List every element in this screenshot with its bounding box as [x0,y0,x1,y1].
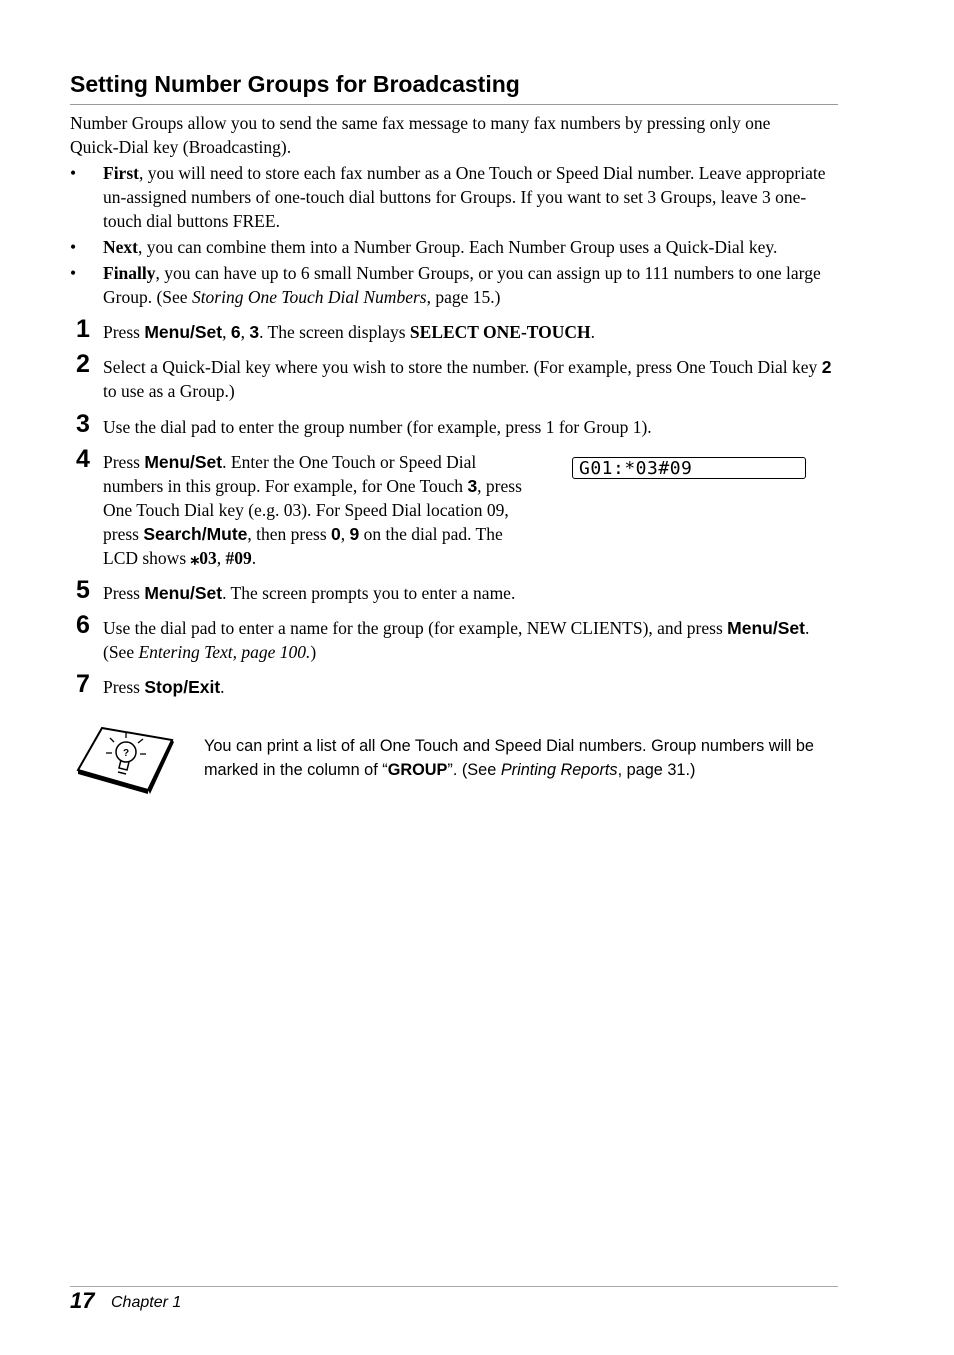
text: . The screen prompts you to enter a name. [222,583,516,603]
step-text [103,616,840,664]
bullet-text [103,261,840,309]
text: Press [103,583,145,603]
bullet-lead: First [103,163,139,183]
text: . [220,677,225,697]
bullet-text [103,235,840,259]
bullet-body: , you can have up to 6 small Number Groups, or you can assign up to 111 numbers to one large Group. (See [103,263,821,307]
step-number: 1 [76,315,90,343]
key-3: 3 [249,322,260,342]
lcd-display: G01:*03#09 [572,457,806,479]
step-number: 5 [76,576,90,604]
page-title: Setting Number Groups for Broadcasting [70,68,838,105]
key-6: 6 [230,322,241,342]
footer-divider [70,1286,838,1287]
lightbulb-note-icon [74,726,176,794]
text: , [222,322,231,342]
text: . (See [103,618,810,662]
page-number: 17 [70,1288,95,1313]
key-menu-set: Menu/Set [144,322,223,342]
text: ) [310,642,317,662]
step-number: 4 [76,445,90,473]
key-menu-set: Menu/Set [144,583,223,603]
group-column-name: GROUP [387,761,448,779]
text: Select a Quick-Dial key where you wish to store the number. (For example, press One Touch Dial key [103,357,822,377]
text: on the dial pad. The LCD shows [103,524,503,568]
text: . The screen displays [259,322,410,342]
text: , [216,548,226,568]
key-menu-set: Menu/Set [144,452,223,472]
bullet-symbol: • [70,163,77,183]
bullet-text [103,161,840,233]
text: to use as a Group.) [103,381,235,401]
text: ”. (See [447,761,501,779]
key-2: 2 [821,357,832,377]
step-number: 3 [76,410,90,438]
key-9: 9 [349,524,360,544]
step-number: 7 [76,670,90,698]
step-number: 6 [76,611,90,639]
bullet-symbol: • [70,263,77,283]
cross-reference: Printing Reports [500,761,618,779]
step-number: 2 [76,350,90,378]
key-menu-set: Menu/Set [727,618,805,638]
bullet-symbol: • [70,237,77,257]
lcd-entry-1: ⁎03 [190,548,217,568]
text: Use the dial pad to enter a name for the group (for example, NEW CLIENTS), and press [103,618,728,638]
intro-line-2: Quick-Dial key (Broadcasting). [70,137,292,157]
key-3: 3 [467,476,478,496]
text: . [251,548,257,568]
intro-paragraph [70,111,840,159]
key-stop-exit: Stop/Exit [144,677,221,697]
bullet-body: , you can combine them into a Number Group. Each Number Group uses a Quick-Dial key. [137,237,778,257]
step-text [103,355,840,403]
intro-line-1: Number Groups allow you to send the same fax message to many fax numbers by pressing only one [70,113,771,133]
tip-note [204,734,840,782]
text: , then press [247,524,332,544]
step-text [103,581,840,605]
text: Press [103,677,145,697]
step-text [103,450,530,570]
bullet-body: , you will need to store each fax number as a One Touch or Speed Dial number. Leave appropriate un-assigned numbers of one-touch dial buttons for Groups. If you want to set 3 Groups, leave 3 one-touch dial buttons FREE. [103,163,826,231]
chapter-label: Chapter 1 [111,1294,182,1311]
text: Press [103,322,145,342]
key-search-mute: Search/Mute [143,524,248,544]
text: , [340,524,350,544]
bullet-lead: Next [103,237,138,257]
text: , page 31.) [617,761,696,779]
text: You can print a list of all One Touch and Speed Dial numbers. Group numbers will be marked in the column of “ [204,737,814,779]
step-text [103,415,840,439]
text: Use the dial pad to enter the group number (for example, press 1 for Group 1). [103,417,652,437]
key-0: 0 [331,524,341,544]
screen-message: SELECT ONE-TOUCH [409,322,591,342]
step-text [103,320,840,344]
text: . [590,322,596,342]
bullet-tail: , page 15.) [426,287,501,307]
text: Press [103,452,145,472]
text: . Enter the One Touch or Speed Dial numbers in this group. For example, for One Touch [103,452,477,496]
svg-text:?: ? [123,748,130,759]
text: , press One Touch Dial key (e.g. 03). For Speed Dial location 09, press [103,476,522,544]
step-text [103,675,840,699]
lcd-entry-2: #09 [225,548,252,568]
text: , [240,322,250,342]
bullet-lead: Finally [103,263,156,283]
cross-reference: Entering Text, page 100. [138,642,311,662]
cross-reference: Storing One Touch Dial Numbers [191,287,427,307]
